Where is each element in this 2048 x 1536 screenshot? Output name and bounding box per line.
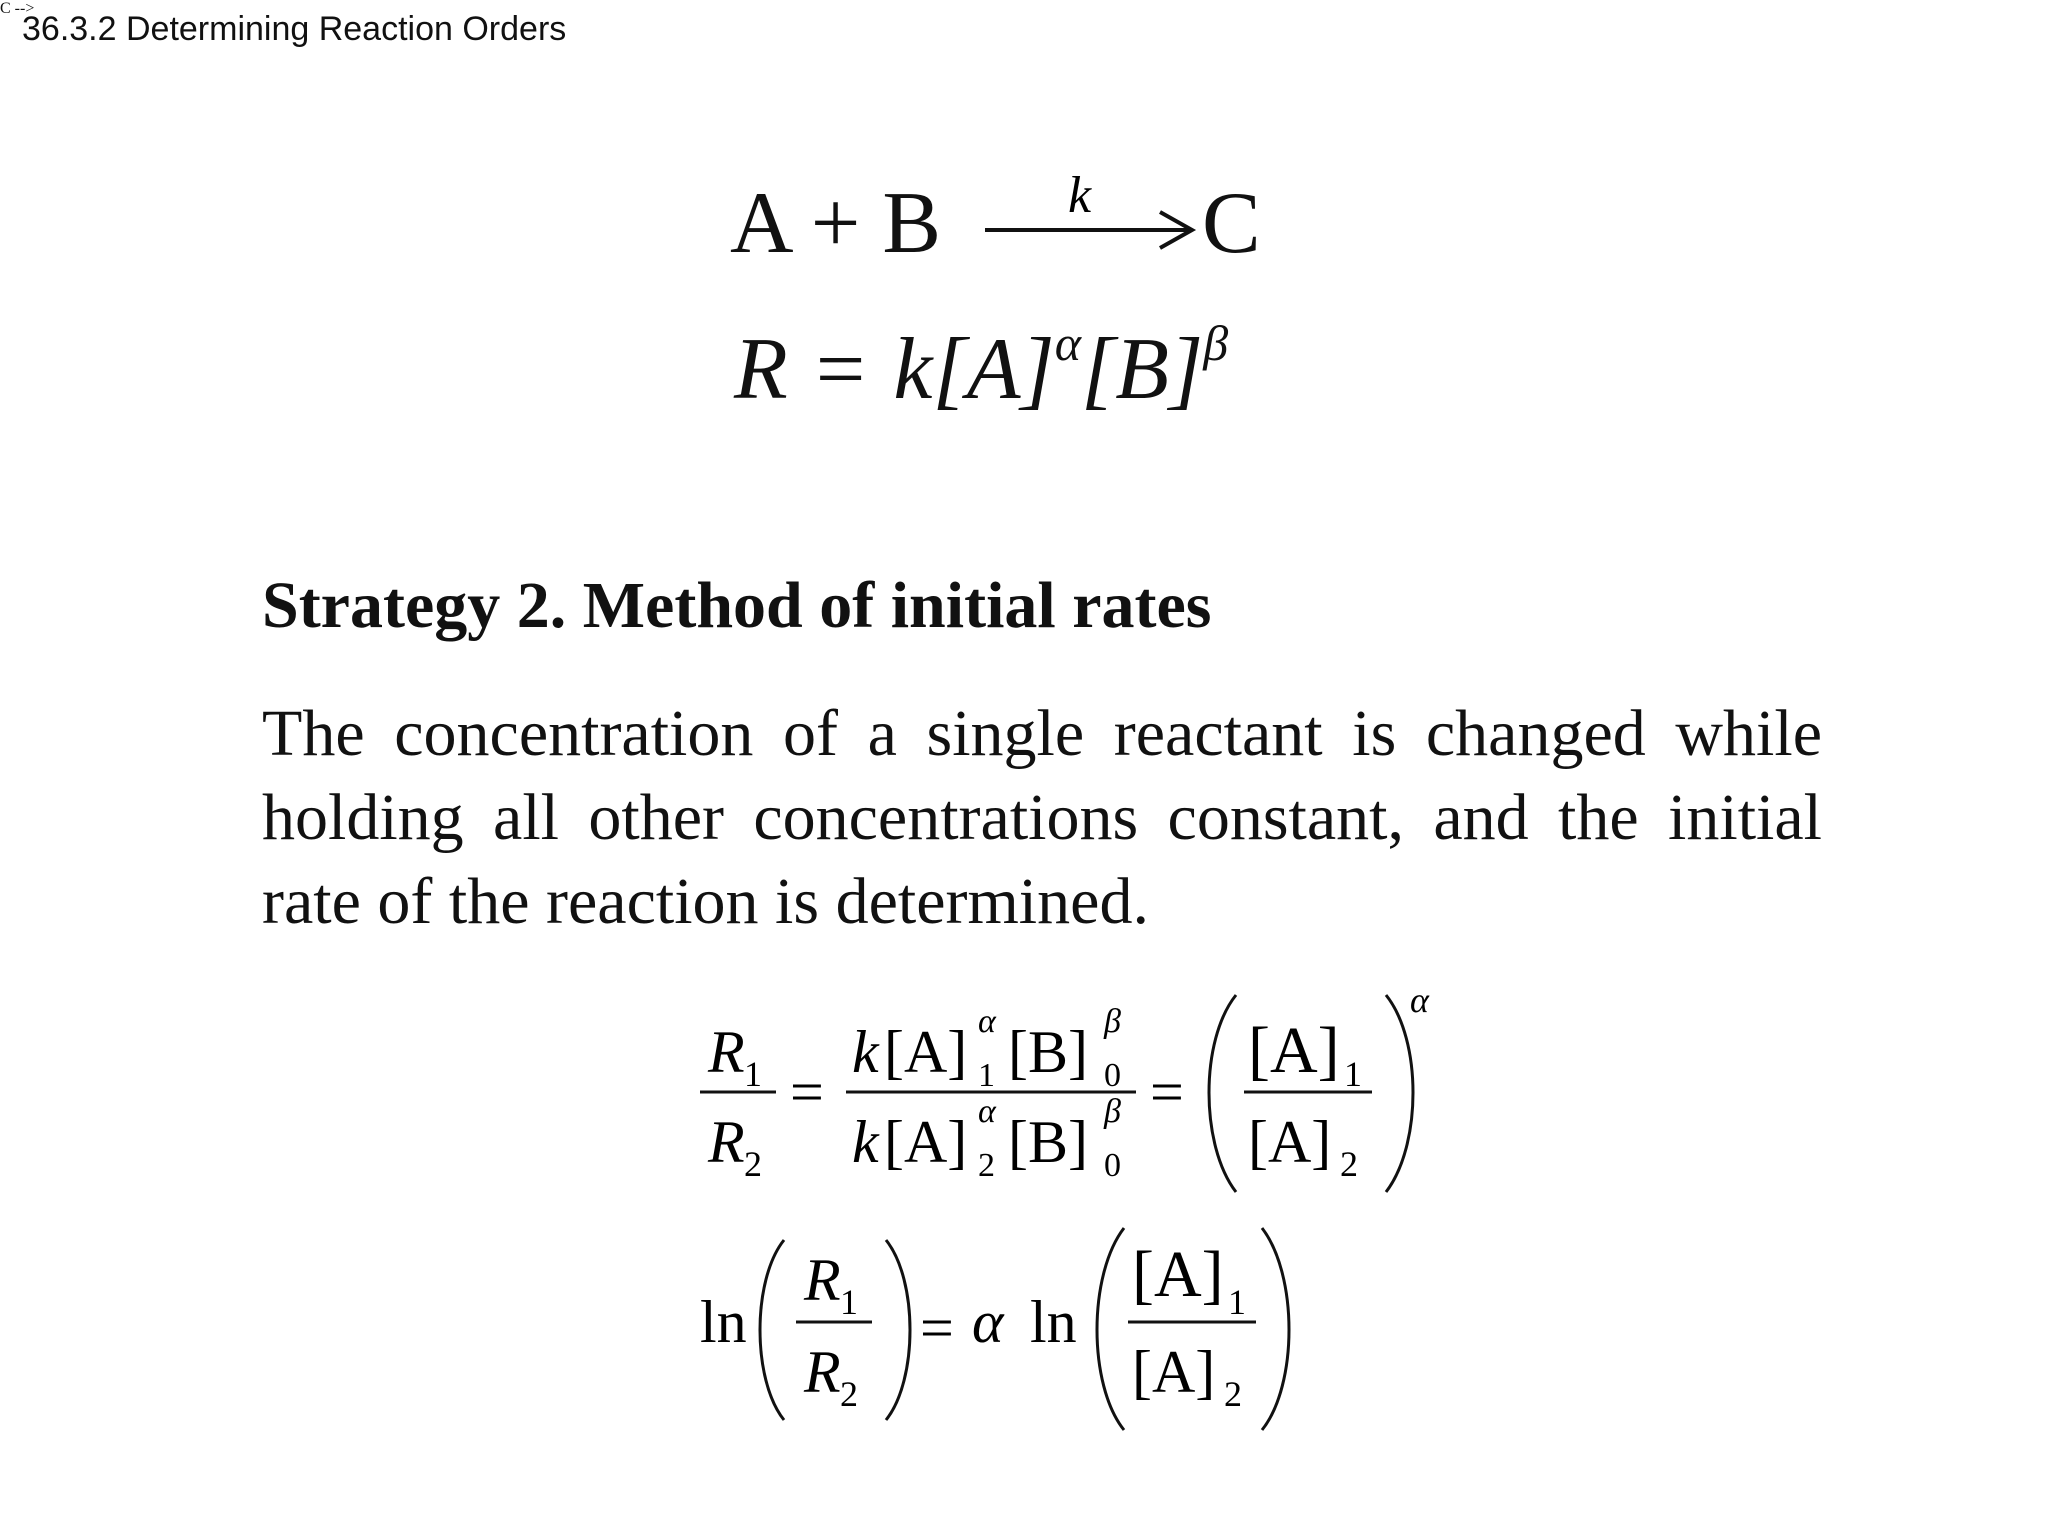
rate-law-ratio-fraction <box>846 1003 1136 1184</box>
conc-a1: [A] <box>1248 1014 1340 1087</box>
numerator-a-subscript: 1 <box>978 1057 995 1094</box>
right-paren <box>1386 995 1413 1192</box>
numerator-k: k <box>852 1019 879 1085</box>
exponent-alpha: α <box>1410 980 1429 1020</box>
log-conc-a1: [A] <box>1132 1238 1224 1311</box>
strategy-description: The concentration of a single reactant is changed while holding all other concentrations constant, and the initial rate of the reaction is determined. <box>262 697 1822 938</box>
log-conc-a2: [A] <box>1132 1339 1216 1405</box>
rate-r2-subscript: 2 <box>744 1144 762 1184</box>
denominator-k: k <box>852 1109 879 1175</box>
log-conc-a2-subscript: 2 <box>1224 1374 1242 1414</box>
numerator-beta: β <box>1104 1003 1121 1040</box>
ln-left: ln <box>700 1289 747 1355</box>
left-paren <box>1097 1228 1124 1430</box>
order-alpha: α <box>1054 315 1081 371</box>
equals-sign: = <box>1150 1059 1184 1125</box>
conc-a2: [A] <box>1248 1109 1332 1175</box>
rate-r1-subscript: 1 <box>744 1054 762 1094</box>
denominator-conc-a: [A] <box>884 1109 968 1175</box>
rate-constant: k <box>893 321 933 418</box>
log-r2: R <box>804 1339 841 1405</box>
log-equation <box>700 1228 1289 1430</box>
denominator-a-subscript: 2 <box>978 1147 995 1184</box>
numerator-conc-b: [B] <box>1008 1019 1088 1085</box>
denominator-alpha: α <box>978 1093 996 1130</box>
numerator-b-subscript: 0 <box>1104 1057 1121 1094</box>
conc-a1-subscript: 1 <box>1344 1054 1362 1094</box>
strategy-heading: Strategy 2. Method of initial rates <box>262 569 1212 642</box>
numerator-conc-a: [A] <box>884 1019 968 1085</box>
order-beta: β <box>1203 315 1229 371</box>
conc-a2-subscript: 2 <box>1340 1144 1358 1184</box>
rate-ratio-fraction <box>700 1019 776 1184</box>
equals-sign: = <box>815 321 866 418</box>
reactants: A + B <box>730 175 942 272</box>
right-paren <box>886 1240 910 1420</box>
right-paren <box>1262 1228 1289 1430</box>
log-r1-subscript: 1 <box>840 1282 858 1322</box>
equals-sign: = <box>790 1059 824 1125</box>
ln-right: ln <box>1030 1289 1077 1355</box>
rate-constant-label: k <box>1068 167 1092 224</box>
denominator-beta: β <box>1104 1093 1121 1130</box>
rate-r2: R <box>708 1109 745 1175</box>
rate-symbol: R <box>734 321 788 418</box>
denominator-b-subscript: 0 <box>1104 1147 1121 1184</box>
left-paren <box>1209 995 1236 1192</box>
rate-r1: R <box>708 1019 745 1085</box>
numerator-alpha: α <box>978 1003 996 1040</box>
denominator-conc-b: [B] <box>1008 1109 1088 1175</box>
conc-b: [B] <box>1080 321 1204 418</box>
conc-a: [A] <box>932 321 1055 418</box>
log-r1: R <box>804 1247 841 1313</box>
slide-title: 36.3.2 Determining Reaction Orders <box>22 10 567 48</box>
log-conc-a1-subscript: 1 <box>1228 1282 1246 1322</box>
order-alpha: α <box>972 1289 1004 1355</box>
product: C <box>1202 175 1261 272</box>
equals-sign: = <box>920 1295 954 1361</box>
concentration-ratio-power <box>1209 980 1430 1192</box>
left-paren <box>760 1240 784 1420</box>
log-r2-subscript: 2 <box>840 1374 858 1414</box>
